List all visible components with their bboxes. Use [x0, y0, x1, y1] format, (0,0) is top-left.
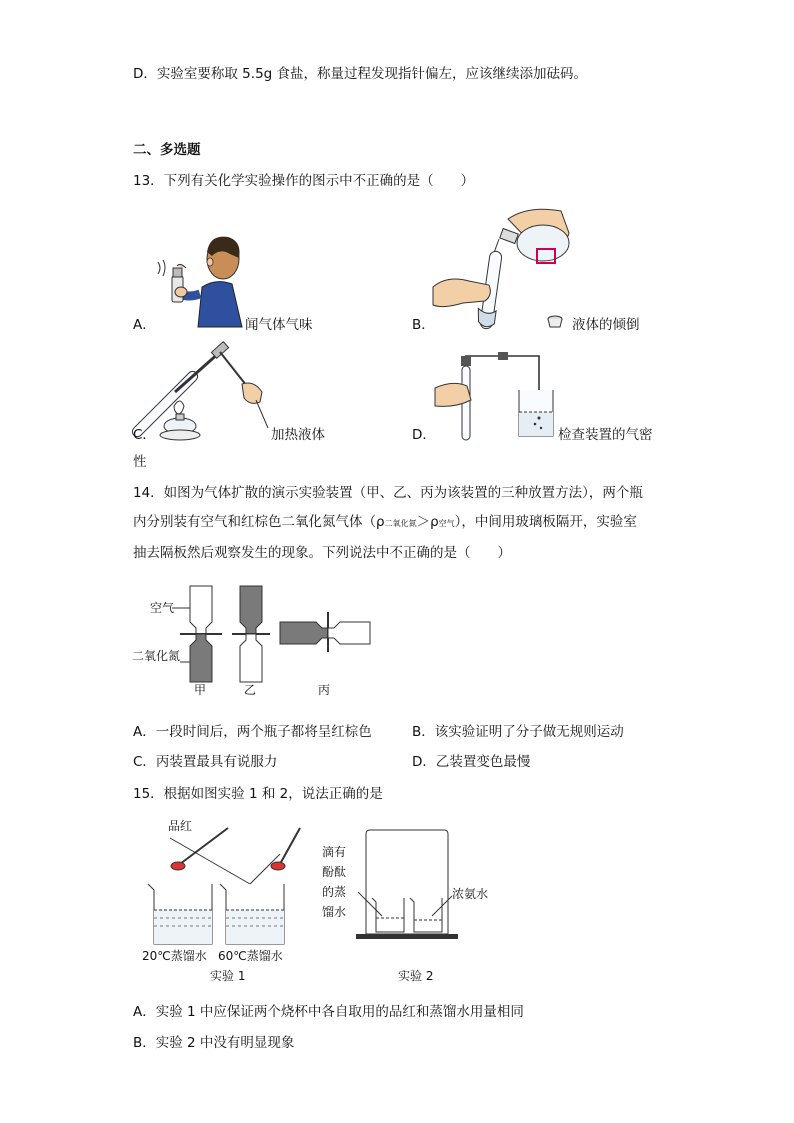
q14-option-a: A．一段时间后，两个瓶子都将呈红棕色	[133, 724, 372, 740]
q13-option-a-letter: A．	[133, 317, 156, 333]
label-bing: 丙	[318, 683, 331, 697]
q15-option-a: A．实验 1 中应保证两个烧杯中各自取用的品红和蒸馏水用量相同	[133, 1004, 524, 1020]
q13-figure-c	[150, 340, 270, 445]
q13-option-d-caption-cont: 性	[133, 454, 147, 470]
q13-figure-a	[150, 232, 245, 327]
q13-figure-b	[433, 205, 573, 335]
q15-figure-experiment-2	[318, 826, 508, 991]
q14-figure	[130, 578, 380, 703]
q15-figure-experiment-1	[140, 814, 310, 989]
label-pinhong: 品红	[168, 819, 193, 833]
q13-option-d-letter: D．	[412, 427, 436, 443]
label-drip-3: 的蒸	[322, 885, 347, 899]
label-ammonia: 浓氨水	[452, 887, 489, 901]
label-60c-water: 60℃蒸馏水	[218, 949, 283, 963]
label-experiment-1: 实验 1	[210, 969, 246, 983]
q13-option-b-caption: 液体的倾倒	[572, 317, 640, 333]
label-drip-1: 滴有	[322, 845, 347, 859]
label-yi: 乙	[244, 683, 257, 697]
label-20c-water: 20℃蒸馏水	[142, 949, 207, 963]
q13-option-d-caption: 检查装置的气密	[558, 427, 653, 443]
label-drip-4: 馏水	[322, 905, 347, 919]
q15-option-b: B．实验 2 中没有明显现象	[133, 1035, 295, 1051]
q13-figure-d	[435, 350, 560, 445]
q14-option-d: D．乙装置变色最慢	[412, 754, 531, 770]
q14-stem-line1: 14．如图为气体扩散的演示实验装置（甲、乙、丙为该装置的三种放置方法），两个瓶	[133, 485, 643, 501]
q13-stem: 13．下列有关化学实验操作的图示中不正确的是（ ）	[133, 173, 475, 189]
setup-yi	[232, 586, 270, 682]
label-no2: 二氧化氮	[132, 649, 181, 663]
label-jia: 甲	[194, 683, 207, 697]
label-drip-2: 酚酞	[322, 865, 347, 879]
q14-option-b: B．该实验证明了分子做无规则运动	[412, 724, 624, 740]
q15-stem: 15．根据如图实验 1 和 2，说法正确的是	[133, 786, 383, 802]
q13-option-c-caption: 加热液体	[271, 427, 325, 443]
section-title: 二、多选题	[133, 142, 201, 158]
q14-stem-line3: 抽去隔板然后观察发生的现象。下列说法中不正确的是（ ）	[133, 545, 511, 561]
q13-option-c-letter: C．	[133, 427, 156, 443]
setup-jia	[172, 586, 222, 682]
q13-option-a-caption: 闻气体气味	[245, 317, 313, 333]
q13-option-b-letter: B．	[412, 317, 435, 333]
previous-option-d: D．实验室要称取 5.5g 食盐，称量过程发现指针偏左，应该继续添加砝码。	[133, 66, 588, 82]
label-experiment-2: 实验 2	[398, 969, 434, 983]
q14-stem-line2: 内分别装有空气和红棕色二氧化氮气体（ρ二氧化氮＞ρ空气），中间用玻璃板隔开，实验室	[133, 514, 637, 530]
q14-option-c: C．丙装置最具有说服力	[133, 754, 278, 770]
label-air: 空气	[150, 601, 175, 615]
setup-bing	[280, 612, 370, 652]
